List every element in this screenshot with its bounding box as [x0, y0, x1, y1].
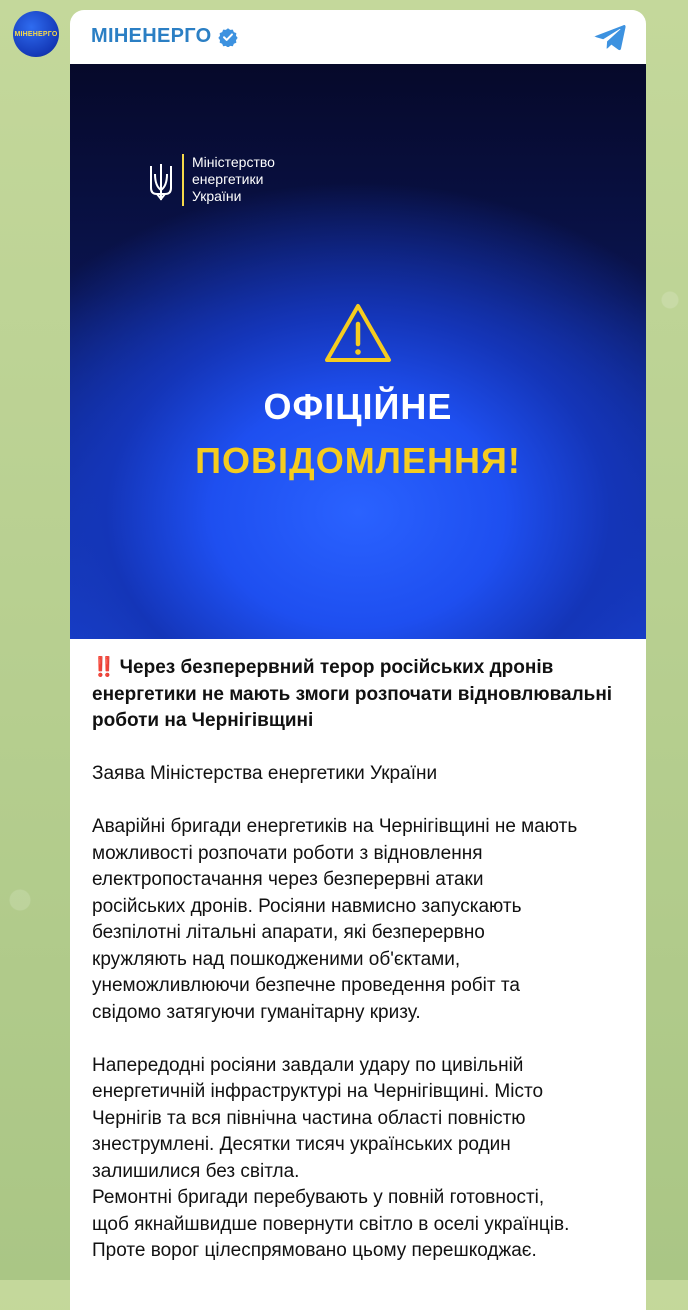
double-exclamation-icon: ‼️ [92, 657, 114, 678]
channel-name[interactable]: МІНЕНЕРГО [91, 25, 212, 47]
channel-avatar[interactable] [13, 11, 59, 57]
trident-icon [148, 162, 174, 202]
ministry-line: України [192, 188, 242, 204]
ministry-line: енергетики [192, 171, 264, 187]
post-subtitle: Заява Міністерства енергетики України [92, 763, 438, 784]
avatar-label: МІНЕНЕРГО [14, 30, 58, 38]
banner-title-line1: ОФІЦІЙНЕ [263, 386, 453, 427]
post-paragraph-2: Напередодні росіяни завдали удару по цивільній енергетичній інфраструктурі на Чернігівщині. Місто Чернігів та вся північна частина області повністю знеструмлені. Десятки тисяч українських родин залишилися без світла. [92, 1054, 544, 1182]
announcement-banner-image[interactable] [70, 64, 646, 639]
ministry-name [192, 154, 275, 205]
ministry-logo [148, 154, 275, 206]
ministry-line: Міністерство [192, 154, 275, 170]
post-paragraph-3: Ремонтні бригади перебувають у повній готовності, щоб якнайшвидше повернути світло в оселі українців. Проте ворог цілеспрямовано цьому перешкоджає. [92, 1187, 570, 1261]
telegram-plane-icon[interactable] [592, 24, 626, 52]
message-header [70, 10, 646, 64]
logo-divider [182, 154, 184, 206]
banner-title-line2: ПОВІДОМЛЕННЯ! [195, 440, 521, 481]
post-paragraph-1: Аварійні бригади енергетиків на Чернігівщині не мають можливості розпочати роботи з відновлення електропостачання через безперервні атаки російських дронів. Росіяни навмисно запускають безпілотні літальні апарати, які безперервно кружляють над пошкодженими об'єктами, унеможливлюючи безпечне проведення робіт та свідомо затягуючи гуманітарну кризу. [92, 816, 578, 1023]
headline-text: Через безперервний терор російських дронів енергетики не мають змоги розпочати відновлювальні роботи на Чернігівщині [92, 657, 613, 731]
post-headline [92, 655, 632, 735]
message-bubble [70, 10, 646, 1310]
post-text [92, 655, 632, 1265]
verified-check-icon [218, 27, 238, 47]
warning-triangle-icon [323, 302, 393, 364]
